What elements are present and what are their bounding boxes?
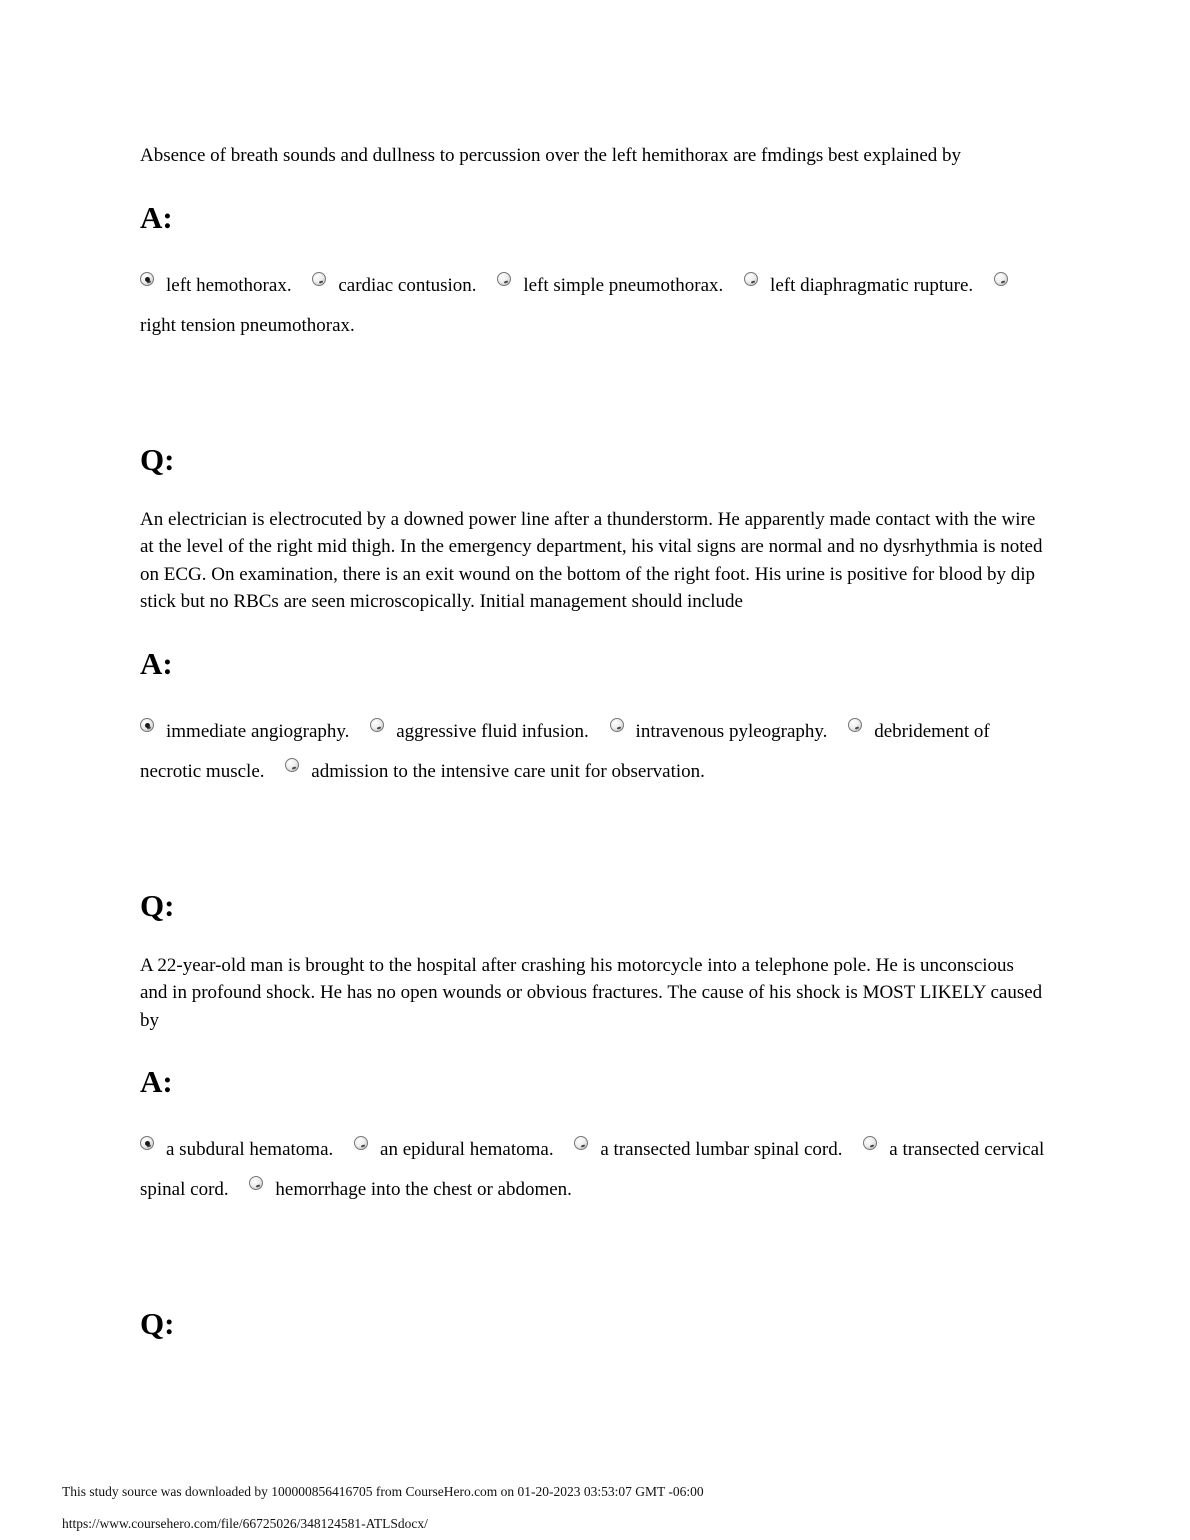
answer-option — [574, 1139, 842, 1160]
radio-button[interactable] — [140, 718, 154, 732]
download-note: This study source was downloaded by 100000856416705 from CourseHero.com on 01-20-2023 03:53:07 GMT -06:00 — [62, 1484, 704, 1499]
option-label: immediate angiography. — [166, 720, 350, 742]
option-label: an epidural hematoma. — [380, 1139, 554, 1160]
option-label: intravenous pyleography. — [635, 720, 828, 742]
option-label: cardiac contusion. — [338, 274, 477, 296]
radio-button[interactable] — [744, 272, 758, 286]
radio-button[interactable] — [140, 272, 154, 286]
radio-button[interactable] — [497, 272, 511, 286]
radio-button[interactable] — [848, 718, 862, 732]
question-text: An electrician is electrocuted by a downed power line after a thunderstorm. He apparently made contact with the wire at the level of the right mid thigh. In the emergency department, his vital signs are normal and no dysrhythmia is noted on ECG. On examination, there is an exit wound on the bottom of the right foot. His urine is positive for blood by dip stick but no RBCs are seen microscopically. Initial management should include — [140, 508, 1043, 612]
radio-button[interactable] — [285, 758, 299, 772]
question-heading: Q: — [140, 1306, 175, 1341]
answer-option — [312, 275, 476, 296]
option-label: aggressive fluid infusion. — [396, 720, 589, 742]
answer-option — [140, 1139, 333, 1160]
answer-heading: A: — [140, 645, 173, 681]
question-heading: Q: — [140, 441, 175, 477]
radio-button[interactable] — [574, 1136, 588, 1150]
radio-button[interactable] — [140, 1136, 154, 1150]
question-heading: Q: — [140, 887, 175, 923]
answer-option — [285, 761, 705, 782]
answer-option — [370, 721, 589, 742]
radio-button[interactable] — [354, 1136, 368, 1150]
radio-button[interactable] — [312, 272, 326, 286]
answer-options — [140, 1130, 1045, 1210]
answer-option — [140, 721, 349, 742]
option-label: debridement of necrotic muscle. — [140, 720, 990, 782]
answer-option — [140, 275, 292, 296]
radio-button[interactable] — [249, 1176, 263, 1190]
answer-options — [140, 712, 1045, 792]
question-text: Absence of breath sounds and dullness to percussion over the left hemithorax are fmdings best explained by — [140, 145, 962, 166]
answer-option — [610, 721, 828, 742]
option-label: hemorrhage into the chest or abdomen. — [275, 1179, 572, 1200]
option-label: left simple pneumothorax. — [523, 274, 724, 296]
radio-button[interactable] — [994, 272, 1008, 286]
answer-options — [140, 266, 1045, 346]
question-text: A 22-year-old man is brought to the hospital after crashing his motorcycle into a telephone pole. He is unconscious and in profound shock. He has no open wounds or obvious fractures. The cause of his shock is MOST LIKELY caused by — [140, 954, 1043, 1031]
option-label: a transected lumbar spinal cord. — [600, 1139, 843, 1160]
answer-option — [497, 275, 723, 296]
option-label: right tension pneumothorax. — [140, 314, 355, 336]
answer-heading: A: — [140, 1064, 173, 1099]
option-label: admission to the intensive care unit for observation. — [311, 760, 705, 782]
answer-option — [744, 275, 973, 296]
option-label: left diaphragmatic rupture. — [770, 274, 974, 296]
answer-option — [249, 1179, 572, 1200]
option-label: left hemothorax. — [166, 274, 292, 296]
answer-heading: A: — [140, 199, 173, 235]
source-url-link[interactable]: https://www.coursehero.com/file/66725026/348124581-ATLSdocx/ — [62, 1516, 428, 1531]
radio-button[interactable] — [863, 1136, 877, 1150]
radio-button[interactable] — [610, 718, 624, 732]
option-label: a transected cervical spinal cord. — [140, 1139, 1045, 1200]
option-label: a subdural hematoma. — [166, 1139, 334, 1160]
radio-button[interactable] — [370, 718, 384, 732]
answer-option — [354, 1139, 554, 1160]
